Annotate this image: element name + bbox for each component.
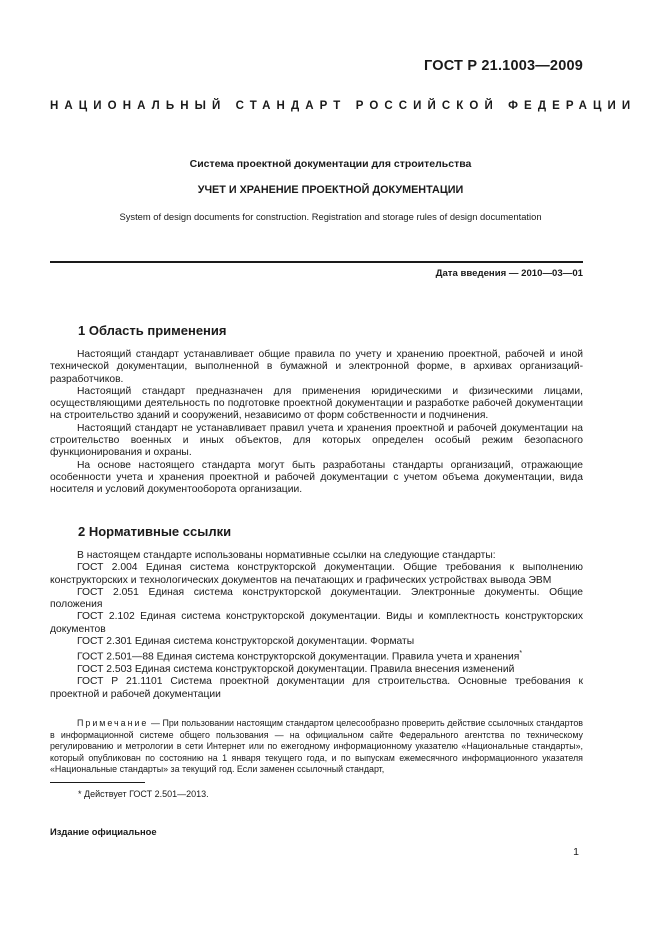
main-title: УЧЕТ И ХРАНЕНИЕ ПРОЕКТНОЙ ДОКУМЕНТАЦИИ (197, 184, 464, 196)
reference-item: ГОСТ 2.051 Единая система конструкторской документации. Электронные документы. Общие положения (50, 586, 583, 611)
system-title: Система проектной документации для строительства (189, 158, 472, 170)
reference-item: ГОСТ 2.301 Единая система конструкторской документации. Форматы (77, 636, 415, 648)
footnote: * Действует ГОСТ 2.501—2013. (78, 789, 209, 799)
document-number: ГОСТ Р 21.1003—2009 (424, 58, 583, 74)
paragraph: Настоящий стандарт не устанавливает правил учета и хранения проектной и рабочей документации на строительство военных и иных объектов, для которых определен особый режим безопасного функционирования и охраны. (50, 422, 583, 459)
national-standard-title: НАЦИОНАЛЬНЫЙ СТАНДАРТ РОССИЙСКОЙ ФЕДЕРАЦИИ (50, 100, 637, 112)
english-title: System of design documents for construction. Registration and storage rules of design documentation (119, 211, 542, 222)
paragraph: В настоящем стандарте использованы нормативные ссылки на следующие стандарты: (77, 550, 496, 561)
paragraph: Настоящий стандарт устанавливает общие правила по учету и хранению проектной, рабочей и иной технической документации, выполненной в бумажной и электронной форме, в архивах организаций-разработчиков. (50, 349, 583, 385)
official-edition-label: Издание официальное (50, 826, 157, 837)
paragraph: Настоящий стандарт предназначен для применения юридическими и физическими лицами, осуществляющими деятельность по подготовке проектной документации и разработке рабочей документации на строительство зданий и сооружений, независимо от форм собственности и подчинения. (50, 385, 583, 422)
footnote-marker: * (519, 650, 523, 658)
reference-text: ГОСТ 2.501—88 Единая система конструкторской документации. Правила учета и хранения (77, 651, 520, 663)
reference-item (50, 648, 583, 664)
note-text: — При пользовании настоящим стандартом целесообразно проверить действие ссылочных стандартов в информационной системе общего пользования — на официальном сайте Федерального агентства по техническому регулированию и метрологии в сети Интернет или по ежегодному информационному указателю «Национальные стандарты», который опубликован по состоянию на 1 января текущего года, и по выпускам ежемесячного информационного указателя «Национальные стандарты» за текущий год. Если заменен ссылочный стандарт, (50, 718, 583, 775)
reference-item: ГОСТ 2.004 Единая система конструкторской документации. Общие требования к выполнению конструкторских и технологических документов на печатающих и графических устройствах вывода ЭВМ (50, 562, 583, 586)
divider (50, 261, 583, 263)
section-1-heading: 1 Область применения (78, 323, 227, 338)
reference-item: ГОСТ 2.102 Единая система конструкторской документации. Виды и комплектность конструкторских документов (50, 611, 583, 635)
paragraph: На основе настоящего стандарта могут быть разработаны стандарты организаций, отражающие особенности учета и хранения проектной и рабочей документации с учетом объема документации, вида носителя и условий документооборота организации. (50, 459, 583, 496)
section-2-heading: 2 Нормативные ссылки (78, 524, 232, 539)
reference-item: ГОСТ 2.503 Единая система конструкторской документации. Правила внесения изменений (77, 664, 515, 676)
section-2-body (50, 550, 583, 701)
page-number: 1 (573, 846, 579, 858)
introduction-date: Дата введения — 2010—03—01 (435, 268, 583, 279)
note-label: Примечание (77, 718, 149, 728)
section-1-body (50, 349, 583, 497)
reference-item: ГОСТ Р 21.1101 Система проектной документации для строительства. Основные требования к проектной и рабочей документации (50, 676, 583, 700)
footnote-divider (50, 782, 145, 783)
note (50, 718, 583, 776)
